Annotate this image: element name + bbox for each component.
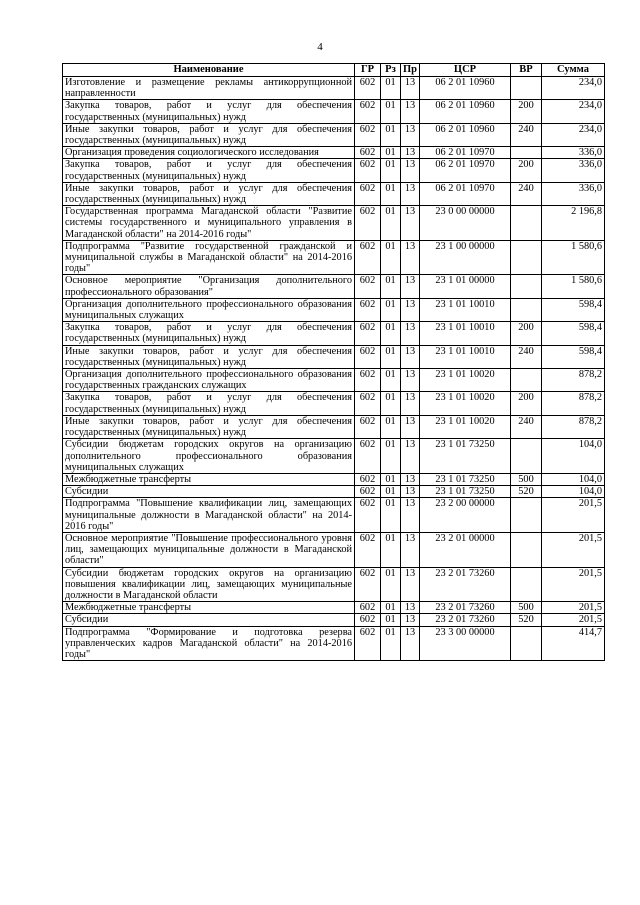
table-row — [63, 392, 605, 415]
cell-vr: 520 — [511, 486, 542, 498]
cell-gr: 602 — [355, 614, 381, 626]
cell-rz: 01 — [381, 100, 401, 123]
cell-vr — [511, 498, 542, 533]
cell-rz: 01 — [381, 206, 401, 241]
cell-sum: 234,0 — [542, 123, 605, 146]
cell-sum: 104,0 — [542, 439, 605, 474]
cell-pr: 13 — [401, 345, 420, 368]
cell-name: Закупка товаров, работ и услуг для обеспечения государственных (муниципальных) нужд — [63, 100, 355, 123]
cell-name: Подпрограмма "Повышение квалификации лиц, замещающих муниципальные должности в Магаданской области" на 2014-2016 годы" — [63, 498, 355, 533]
cell-rz: 01 — [381, 415, 401, 438]
cell-rz: 01 — [381, 322, 401, 345]
cell-csr: 23 1 01 10020 — [420, 415, 511, 438]
cell-vr — [511, 532, 542, 567]
cell-pr: 13 — [401, 392, 420, 415]
cell-name: Закупка товаров, работ и услуг для обеспечения государственных (муниципальных) нужд — [63, 392, 355, 415]
cell-gr: 602 — [355, 322, 381, 345]
cell-csr: 23 0 00 00000 — [420, 206, 511, 241]
cell-name: Субсидии — [63, 614, 355, 626]
cell-sum: 201,5 — [542, 567, 605, 602]
table-row — [63, 147, 605, 159]
cell-name: Иные закупки товаров, работ и услуг для обеспечения государственных (муниципальных) нужд — [63, 123, 355, 146]
cell-pr: 13 — [401, 77, 420, 100]
cell-name: Организация дополнительного профессионального образования государственных гражданских служащих — [63, 369, 355, 392]
cell-gr: 602 — [355, 298, 381, 321]
cell-name: Подпрограмма "Формирование и подготовка резерва управленческих кадров Магаданской области" на 2014-2016 годы" — [63, 626, 355, 661]
cell-csr: 23 2 01 73260 — [420, 602, 511, 614]
cell-vr: 200 — [511, 392, 542, 415]
cell-name: Основное мероприятие "Организация дополнительного профессионального образования" — [63, 275, 355, 298]
cell-gr: 602 — [355, 392, 381, 415]
cell-name: Субсидии бюджетам городских округов на организацию дополнительного профессионального образования муниципальных служащих — [63, 439, 355, 474]
cell-sum: 1 580,6 — [542, 275, 605, 298]
cell-sum: 104,0 — [542, 486, 605, 498]
cell-gr: 602 — [355, 275, 381, 298]
table-row — [63, 240, 605, 275]
cell-sum: 201,5 — [542, 602, 605, 614]
cell-vr: 240 — [511, 415, 542, 438]
cell-gr: 602 — [355, 345, 381, 368]
cell-name: Государственная программа Магаданской области "Развитие системы государственного и муниципального управления в Магаданской области" на 2014-2016 годы" — [63, 206, 355, 241]
cell-sum: 598,4 — [542, 322, 605, 345]
cell-csr: 23 1 01 10010 — [420, 345, 511, 368]
cell-pr: 13 — [401, 602, 420, 614]
cell-gr: 602 — [355, 473, 381, 485]
cell-name: Организация проведения социологического исследования — [63, 147, 355, 159]
table-row — [63, 206, 605, 241]
cell-rz: 01 — [381, 602, 401, 614]
cell-vr: 500 — [511, 602, 542, 614]
cell-gr: 602 — [355, 182, 381, 205]
cell-name: Закупка товаров, работ и услуг для обеспечения государственных (муниципальных) нужд — [63, 159, 355, 182]
cell-csr: 23 1 01 10010 — [420, 322, 511, 345]
cell-pr: 13 — [401, 532, 420, 567]
cell-sum: 414,7 — [542, 626, 605, 661]
table-body — [63, 77, 605, 661]
cell-csr: 06 2 01 10970 — [420, 147, 511, 159]
cell-gr: 602 — [355, 369, 381, 392]
table-row — [63, 298, 605, 321]
table-row — [63, 498, 605, 533]
table-row — [63, 100, 605, 123]
cell-csr: 23 3 00 00000 — [420, 626, 511, 661]
cell-name: Подпрограмма "Развитие государственной гражданской и муниципальной службы в Магаданской области" на 2014-2016 годы" — [63, 240, 355, 275]
cell-pr: 13 — [401, 123, 420, 146]
cell-sum: 234,0 — [542, 77, 605, 100]
cell-rz: 01 — [381, 159, 401, 182]
table-row — [63, 275, 605, 298]
cell-csr: 23 1 01 73250 — [420, 486, 511, 498]
cell-vr: 200 — [511, 159, 542, 182]
cell-rz: 01 — [381, 532, 401, 567]
cell-name: Межбюджетные трансферты — [63, 602, 355, 614]
cell-name: Основное мероприятие "Повышение профессионального уровня лиц, замещающих муниципальные должности в Магаданской области" — [63, 532, 355, 567]
cell-pr: 13 — [401, 498, 420, 533]
cell-gr: 602 — [355, 498, 381, 533]
cell-rz: 01 — [381, 626, 401, 661]
cell-csr: 06 2 01 10960 — [420, 77, 511, 100]
cell-sum: 878,2 — [542, 369, 605, 392]
cell-csr: 06 2 01 10970 — [420, 159, 511, 182]
table-row — [63, 473, 605, 485]
cell-vr: 500 — [511, 473, 542, 485]
cell-vr — [511, 206, 542, 241]
cell-gr: 602 — [355, 532, 381, 567]
table-row — [63, 439, 605, 474]
table-row — [63, 369, 605, 392]
cell-sum: 598,4 — [542, 298, 605, 321]
cell-csr: 06 2 01 10960 — [420, 100, 511, 123]
cell-vr — [511, 439, 542, 474]
cell-gr: 602 — [355, 626, 381, 661]
cell-sum: 201,5 — [542, 498, 605, 533]
budget-table — [62, 63, 605, 661]
header-vr: ВР — [511, 64, 542, 77]
cell-rz: 01 — [381, 123, 401, 146]
cell-csr: 23 2 00 00000 — [420, 498, 511, 533]
header-pr: Пр — [401, 64, 420, 77]
cell-csr: 23 1 00 00000 — [420, 240, 511, 275]
header-sum: Сумма — [542, 64, 605, 77]
table-header-row — [63, 64, 605, 77]
cell-gr: 602 — [355, 77, 381, 100]
table-row — [63, 415, 605, 438]
cell-csr: 23 1 01 10020 — [420, 369, 511, 392]
cell-csr: 06 2 01 10970 — [420, 182, 511, 205]
cell-vr — [511, 240, 542, 275]
cell-vr — [511, 147, 542, 159]
cell-pr: 13 — [401, 298, 420, 321]
cell-vr — [511, 567, 542, 602]
cell-rz: 01 — [381, 298, 401, 321]
cell-csr: 23 1 01 00000 — [420, 275, 511, 298]
cell-sum: 201,5 — [542, 532, 605, 567]
cell-gr: 602 — [355, 567, 381, 602]
header-rz: Рз — [381, 64, 401, 77]
cell-csr: 23 2 01 73260 — [420, 614, 511, 626]
cell-sum: 336,0 — [542, 182, 605, 205]
cell-gr: 602 — [355, 602, 381, 614]
cell-vr — [511, 369, 542, 392]
cell-csr: 23 1 01 73250 — [420, 473, 511, 485]
header-csr: ЦСР — [420, 64, 511, 77]
cell-csr: 23 2 01 00000 — [420, 532, 511, 567]
cell-pr: 13 — [401, 614, 420, 626]
table-row — [63, 532, 605, 567]
cell-gr: 602 — [355, 240, 381, 275]
cell-rz: 01 — [381, 567, 401, 602]
table-row — [63, 602, 605, 614]
cell-vr — [511, 275, 542, 298]
cell-rz: 01 — [381, 240, 401, 275]
cell-vr — [511, 626, 542, 661]
cell-vr — [511, 298, 542, 321]
cell-sum: 1 580,6 — [542, 240, 605, 275]
cell-pr: 13 — [401, 415, 420, 438]
cell-gr: 602 — [355, 147, 381, 159]
cell-rz: 01 — [381, 486, 401, 498]
cell-csr: 23 1 01 73250 — [420, 439, 511, 474]
cell-sum: 878,2 — [542, 392, 605, 415]
cell-sum: 878,2 — [542, 415, 605, 438]
cell-sum: 201,5 — [542, 614, 605, 626]
cell-pr: 13 — [401, 439, 420, 474]
cell-vr: 200 — [511, 322, 542, 345]
cell-rz: 01 — [381, 392, 401, 415]
cell-pr: 13 — [401, 473, 420, 485]
cell-vr: 240 — [511, 182, 542, 205]
cell-rz: 01 — [381, 473, 401, 485]
cell-name: Субсидии — [63, 486, 355, 498]
cell-pr: 13 — [401, 567, 420, 602]
cell-rz: 01 — [381, 439, 401, 474]
cell-sum: 336,0 — [542, 147, 605, 159]
cell-sum: 336,0 — [542, 159, 605, 182]
cell-gr: 602 — [355, 486, 381, 498]
cell-rz: 01 — [381, 182, 401, 205]
table-row — [63, 614, 605, 626]
cell-csr: 23 2 01 73260 — [420, 567, 511, 602]
cell-rz: 01 — [381, 345, 401, 368]
cell-sum: 234,0 — [542, 100, 605, 123]
cell-name: Изготовление и размещение рекламы антикоррупционной направленности — [63, 77, 355, 100]
cell-name: Организация дополнительного профессионального образования муниципальных служащих — [63, 298, 355, 321]
cell-pr: 13 — [401, 486, 420, 498]
table-row — [63, 123, 605, 146]
cell-gr: 602 — [355, 415, 381, 438]
table-row — [63, 486, 605, 498]
page-number: 4 — [317, 41, 323, 53]
cell-name: Иные закупки товаров, работ и услуг для обеспечения государственных (муниципальных) нужд — [63, 182, 355, 205]
cell-gr: 602 — [355, 100, 381, 123]
cell-sum: 2 196,8 — [542, 206, 605, 241]
header-gr: ГР — [355, 64, 381, 77]
cell-csr: 23 1 01 10020 — [420, 392, 511, 415]
cell-gr: 602 — [355, 439, 381, 474]
cell-rz: 01 — [381, 147, 401, 159]
cell-rz: 01 — [381, 77, 401, 100]
cell-pr: 13 — [401, 147, 420, 159]
cell-pr: 13 — [401, 322, 420, 345]
table-row — [63, 159, 605, 182]
cell-pr: 13 — [401, 369, 420, 392]
cell-gr: 602 — [355, 123, 381, 146]
cell-name: Межбюджетные трансферты — [63, 473, 355, 485]
cell-pr: 13 — [401, 182, 420, 205]
cell-pr: 13 — [401, 275, 420, 298]
table-row — [63, 626, 605, 661]
cell-name: Иные закупки товаров, работ и услуг для обеспечения государственных (муниципальных) нужд — [63, 345, 355, 368]
table-row — [63, 322, 605, 345]
cell-name: Закупка товаров, работ и услуг для обеспечения государственных (муниципальных) нужд — [63, 322, 355, 345]
cell-pr: 13 — [401, 206, 420, 241]
cell-pr: 13 — [401, 626, 420, 661]
cell-vr: 520 — [511, 614, 542, 626]
cell-rz: 01 — [381, 275, 401, 298]
table-row — [63, 182, 605, 205]
cell-name: Иные закупки товаров, работ и услуг для обеспечения государственных (муниципальных) нужд — [63, 415, 355, 438]
cell-vr: 240 — [511, 345, 542, 368]
cell-gr: 602 — [355, 159, 381, 182]
cell-csr: 23 1 01 10010 — [420, 298, 511, 321]
cell-rz: 01 — [381, 498, 401, 533]
cell-pr: 13 — [401, 100, 420, 123]
cell-csr: 06 2 01 10960 — [420, 123, 511, 146]
cell-vr — [511, 77, 542, 100]
cell-sum: 104,0 — [542, 473, 605, 485]
cell-vr: 200 — [511, 100, 542, 123]
cell-gr: 602 — [355, 206, 381, 241]
table-row — [63, 567, 605, 602]
cell-rz: 01 — [381, 614, 401, 626]
cell-vr: 240 — [511, 123, 542, 146]
cell-pr: 13 — [401, 240, 420, 275]
table-row — [63, 345, 605, 368]
cell-name: Субсидии бюджетам городских округов на организацию повышения квалификации лиц, замещающих муниципальные должности в Магаданской области — [63, 567, 355, 602]
cell-rz: 01 — [381, 369, 401, 392]
cell-pr: 13 — [401, 159, 420, 182]
cell-sum: 598,4 — [542, 345, 605, 368]
table-row — [63, 77, 605, 100]
header-name: Наименование — [63, 64, 355, 77]
